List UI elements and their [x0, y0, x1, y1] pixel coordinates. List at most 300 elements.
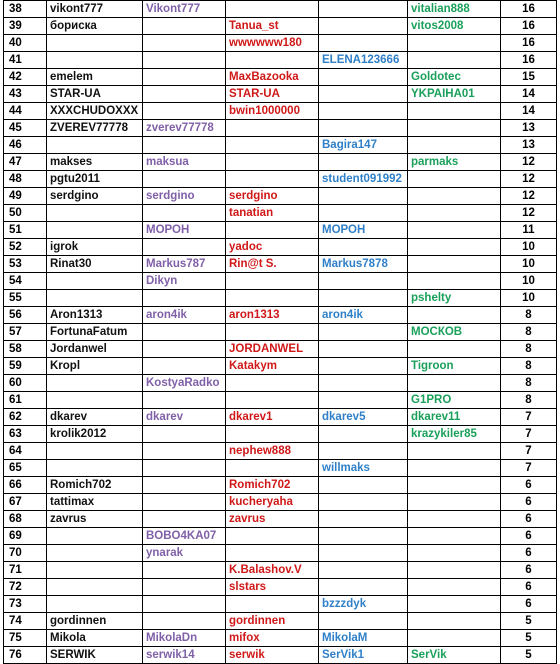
score-cell: 13 [501, 137, 557, 154]
rank-cell: 69 [4, 528, 47, 545]
nick-col2-cell: maksua [143, 154, 226, 171]
rank-cell: 57 [4, 324, 47, 341]
nick-col5-cell [408, 579, 501, 596]
table-row [4, 52, 557, 69]
rank-cell: 63 [4, 426, 47, 443]
nick-col1-cell [47, 545, 143, 562]
nick-col4-cell: MikolaM [319, 630, 408, 647]
table-row [4, 562, 557, 579]
table-row [4, 69, 557, 86]
rank-cell: 56 [4, 307, 47, 324]
nick-col4-cell [319, 69, 408, 86]
nick-col5-cell: vitos2008 [408, 18, 501, 35]
rank-cell: 41 [4, 52, 47, 69]
table-row [4, 239, 557, 256]
table-row [4, 528, 557, 545]
rank-cell: 66 [4, 477, 47, 494]
nick-col4-cell: aron4ik [319, 307, 408, 324]
nick-col4-cell [319, 443, 408, 460]
nick-col2-cell: ynarak [143, 545, 226, 562]
nick-col4-cell: dkarev5 [319, 409, 408, 426]
score-cell: 6 [501, 596, 557, 613]
nick-col4-cell [319, 86, 408, 103]
rank-cell: 49 [4, 188, 47, 205]
nick-col5-cell [408, 307, 501, 324]
nick-col2-cell: zverev77778 [143, 120, 226, 137]
nick-col1-cell: tattimax [47, 494, 143, 511]
table-row [4, 460, 557, 477]
nick-col1-cell: XXXCHUDOXXX [47, 103, 143, 120]
nick-col2-cell [143, 426, 226, 443]
table-row [4, 290, 557, 307]
score-cell: 6 [501, 528, 557, 545]
nick-col2-cell: МОРОН [143, 222, 226, 239]
table-row [4, 494, 557, 511]
score-cell: 5 [501, 613, 557, 630]
nick-col5-cell: МОСКОВ [408, 324, 501, 341]
score-cell: 7 [501, 426, 557, 443]
nick-col5-cell [408, 613, 501, 630]
score-cell: 6 [501, 511, 557, 528]
score-cell: 8 [501, 375, 557, 392]
nick-col1-cell: Mikola [47, 630, 143, 647]
nick-col1-cell: pgtu2011 [47, 171, 143, 188]
nick-col3-cell [226, 375, 319, 392]
rank-cell: 70 [4, 545, 47, 562]
table-row [4, 154, 557, 171]
nick-col5-cell [408, 545, 501, 562]
nick-col4-cell [319, 375, 408, 392]
rank-cell: 48 [4, 171, 47, 188]
table-row [4, 375, 557, 392]
nick-col5-cell [408, 103, 501, 120]
score-cell: 16 [501, 18, 557, 35]
nick-col5-cell [408, 494, 501, 511]
score-cell: 10 [501, 256, 557, 273]
nick-col3-cell: aron1313 [226, 307, 319, 324]
nick-col3-cell: dkarev1 [226, 409, 319, 426]
nick-col4-cell [319, 205, 408, 222]
nick-col5-cell [408, 477, 501, 494]
rank-cell: 65 [4, 460, 47, 477]
nick-col3-cell [226, 392, 319, 409]
nick-col5-cell [408, 341, 501, 358]
nick-col4-cell [319, 511, 408, 528]
score-cell: 8 [501, 341, 557, 358]
table-row [4, 511, 557, 528]
table-row [4, 273, 557, 290]
rank-cell: 51 [4, 222, 47, 239]
nick-col5-cell [408, 511, 501, 528]
table-row [4, 579, 557, 596]
nick-col1-cell [47, 35, 143, 52]
nick-col5-cell: dkarev11 [408, 409, 501, 426]
nick-col4-cell: ELENA123666 [319, 52, 408, 69]
nick-col5-cell [408, 460, 501, 477]
nick-col1-cell [47, 52, 143, 69]
nick-col4-cell: МОРОН [319, 222, 408, 239]
nick-col5-cell: Tigroon [408, 358, 501, 375]
nick-col4-cell [319, 545, 408, 562]
score-cell: 6 [501, 579, 557, 596]
nick-col1-cell: igrok [47, 239, 143, 256]
score-cell: 10 [501, 273, 557, 290]
score-cell: 8 [501, 324, 557, 341]
nick-col2-cell [143, 341, 226, 358]
nick-col3-cell [226, 120, 319, 137]
score-cell: 16 [501, 1, 557, 18]
nick-col3-cell: yadoc [226, 239, 319, 256]
score-cell: 14 [501, 86, 557, 103]
nick-col5-cell: krazykiler85 [408, 426, 501, 443]
nick-col3-cell: zavrus [226, 511, 319, 528]
nick-col2-cell [143, 511, 226, 528]
nick-col4-cell [319, 1, 408, 18]
nick-col4-cell: Bagira147 [319, 137, 408, 154]
nick-col1-cell: Kropl [47, 358, 143, 375]
nick-col2-cell [143, 562, 226, 579]
nick-col5-cell [408, 52, 501, 69]
rank-cell: 76 [4, 647, 47, 664]
nick-col4-cell [319, 528, 408, 545]
nick-col1-cell: бориска [47, 18, 143, 35]
nick-col3-cell [226, 137, 319, 154]
nick-col3-cell [226, 273, 319, 290]
table-row [4, 545, 557, 562]
nick-col4-cell [319, 324, 408, 341]
nick-col1-cell: vikont777 [47, 1, 143, 18]
nick-col5-cell: SerVik [408, 647, 501, 664]
table-row [4, 120, 557, 137]
nick-col5-cell [408, 375, 501, 392]
score-cell: 7 [501, 443, 557, 460]
nick-col3-cell [226, 324, 319, 341]
nick-col5-cell [408, 630, 501, 647]
table-row [4, 205, 557, 222]
nick-col4-cell: Markus7878 [319, 256, 408, 273]
nick-col5-cell [408, 205, 501, 222]
nick-col3-cell: Romich702 [226, 477, 319, 494]
nick-col5-cell [408, 562, 501, 579]
nick-col5-cell: vitalian888 [408, 1, 501, 18]
table-row [4, 358, 557, 375]
nick-col4-cell [319, 562, 408, 579]
nick-col4-cell [319, 273, 408, 290]
nick-col4-cell [319, 392, 408, 409]
nick-col2-cell: KostyaRadko [143, 375, 226, 392]
nick-col2-cell [143, 35, 226, 52]
rank-cell: 39 [4, 18, 47, 35]
score-cell: 7 [501, 460, 557, 477]
nick-col3-cell [226, 426, 319, 443]
table-row [4, 613, 557, 630]
nick-col5-cell [408, 528, 501, 545]
score-cell: 11 [501, 222, 557, 239]
nick-col1-cell: Rinat30 [47, 256, 143, 273]
nick-col3-cell [226, 528, 319, 545]
score-cell: 5 [501, 647, 557, 664]
nick-col3-cell [226, 545, 319, 562]
nick-col2-cell [143, 443, 226, 460]
nick-col2-cell [143, 103, 226, 120]
nick-col1-cell: Romich702 [47, 477, 143, 494]
score-cell: 15 [501, 69, 557, 86]
nick-col1-cell: SERWIK [47, 647, 143, 664]
nick-col2-cell: serwik14 [143, 647, 226, 664]
rank-cell: 55 [4, 290, 47, 307]
rank-cell: 75 [4, 630, 47, 647]
rank-cell: 46 [4, 137, 47, 154]
rank-cell: 45 [4, 120, 47, 137]
nick-col3-cell: Katakym [226, 358, 319, 375]
nick-col5-cell: pshelty [408, 290, 501, 307]
nick-col1-cell [47, 392, 143, 409]
nick-col4-cell: bzzzdyk [319, 596, 408, 613]
rank-cell: 71 [4, 562, 47, 579]
nick-col5-cell: Goldotec [408, 69, 501, 86]
nick-col4-cell: willmaks [319, 460, 408, 477]
nick-col3-cell: Rin@t S. [226, 256, 319, 273]
rank-cell: 73 [4, 596, 47, 613]
nick-col4-cell [319, 290, 408, 307]
nick-col3-cell: gordinnen [226, 613, 319, 630]
score-cell: 7 [501, 409, 557, 426]
table-row [4, 222, 557, 239]
rank-cell: 40 [4, 35, 47, 52]
nick-col4-cell [319, 579, 408, 596]
nick-col5-cell [408, 239, 501, 256]
nick-col4-cell [319, 35, 408, 52]
nick-col4-cell [319, 154, 408, 171]
nick-col5-cell [408, 120, 501, 137]
nick-col1-cell: ZVEREV77778 [47, 120, 143, 137]
score-cell: 10 [501, 239, 557, 256]
nick-col1-cell: serdgino [47, 188, 143, 205]
nick-col3-cell: bwin1000000 [226, 103, 319, 120]
nick-col3-cell: serdgino [226, 188, 319, 205]
nick-col2-cell [143, 86, 226, 103]
nick-col1-cell [47, 375, 143, 392]
score-cell: 8 [501, 358, 557, 375]
nick-col2-cell [143, 137, 226, 154]
rank-cell: 61 [4, 392, 47, 409]
nick-col3-cell [226, 1, 319, 18]
nick-col4-cell [319, 120, 408, 137]
rank-cell: 54 [4, 273, 47, 290]
nick-col3-cell: serwik [226, 647, 319, 664]
nick-col2-cell: dkarev [143, 409, 226, 426]
nick-col1-cell [47, 596, 143, 613]
nick-col5-cell: G1PRO [408, 392, 501, 409]
rank-cell: 59 [4, 358, 47, 375]
table-row [4, 409, 557, 426]
nick-col5-cell [408, 273, 501, 290]
nick-col5-cell [408, 188, 501, 205]
nick-col2-cell: Vikont777 [143, 1, 226, 18]
score-cell: 10 [501, 290, 557, 307]
score-cell: 8 [501, 392, 557, 409]
nick-col1-cell: gordinnen [47, 613, 143, 630]
nick-col2-cell [143, 171, 226, 188]
nick-col3-cell: Tanua_st [226, 18, 319, 35]
nick-col3-cell: kucheryaha [226, 494, 319, 511]
table-row [4, 324, 557, 341]
rank-cell: 44 [4, 103, 47, 120]
nick-col5-cell [408, 596, 501, 613]
nick-col2-cell: serdgino [143, 188, 226, 205]
rank-cell: 74 [4, 613, 47, 630]
score-cell: 6 [501, 562, 557, 579]
score-cell: 14 [501, 103, 557, 120]
rank-cell: 53 [4, 256, 47, 273]
nick-col3-cell: nephew888 [226, 443, 319, 460]
nick-col2-cell: Markus787 [143, 256, 226, 273]
nick-col1-cell: STAR-UA [47, 86, 143, 103]
rank-cell: 62 [4, 409, 47, 426]
ranking-table [3, 0, 557, 664]
nick-col2-cell [143, 18, 226, 35]
nick-col2-cell [143, 239, 226, 256]
nick-col3-cell [226, 171, 319, 188]
nick-col3-cell [226, 154, 319, 171]
table-row [4, 188, 557, 205]
score-cell: 16 [501, 52, 557, 69]
nick-col4-cell [319, 103, 408, 120]
nick-col1-cell: zavrus [47, 511, 143, 528]
nick-col3-cell: K.Balashov.V [226, 562, 319, 579]
nick-col3-cell: mifox [226, 630, 319, 647]
nick-col2-cell [143, 392, 226, 409]
nick-col4-cell [319, 494, 408, 511]
nick-col1-cell [47, 562, 143, 579]
rank-cell: 43 [4, 86, 47, 103]
table-row [4, 18, 557, 35]
nick-col4-cell: SerVik1 [319, 647, 408, 664]
score-cell: 6 [501, 545, 557, 562]
score-cell: 6 [501, 494, 557, 511]
nick-col4-cell [319, 188, 408, 205]
nick-col1-cell: emelem [47, 69, 143, 86]
score-cell: 12 [501, 188, 557, 205]
nick-col2-cell [143, 205, 226, 222]
nick-col1-cell: makses [47, 154, 143, 171]
table-row [4, 137, 557, 154]
rank-cell: 42 [4, 69, 47, 86]
table-row [4, 392, 557, 409]
nick-col1-cell: krolik2012 [47, 426, 143, 443]
table-row [4, 630, 557, 647]
nick-col2-cell: aron4ik [143, 307, 226, 324]
rank-cell: 64 [4, 443, 47, 460]
nick-col4-cell [319, 341, 408, 358]
table-row [4, 426, 557, 443]
nick-col2-cell [143, 579, 226, 596]
nick-col2-cell [143, 290, 226, 307]
nick-col1-cell [47, 273, 143, 290]
nick-col1-cell [47, 205, 143, 222]
nick-col1-cell [47, 222, 143, 239]
nick-col1-cell [47, 137, 143, 154]
table-row [4, 103, 557, 120]
rank-cell: 38 [4, 1, 47, 18]
nick-col3-cell [226, 460, 319, 477]
nick-col2-cell: BOBO4KA07 [143, 528, 226, 545]
table-row [4, 341, 557, 358]
nick-col1-cell [47, 528, 143, 545]
table-row [4, 256, 557, 273]
nick-col4-cell [319, 426, 408, 443]
nick-col1-cell: Jordanwel [47, 341, 143, 358]
table-row [4, 596, 557, 613]
nick-col2-cell [143, 52, 226, 69]
ranking-table-body [4, 1, 557, 664]
nick-col2-cell [143, 358, 226, 375]
nick-col5-cell: YKPAIHA01 [408, 86, 501, 103]
nick-col5-cell [408, 222, 501, 239]
nick-col2-cell [143, 494, 226, 511]
rank-cell: 67 [4, 494, 47, 511]
score-cell: 8 [501, 307, 557, 324]
nick-col4-cell [319, 358, 408, 375]
nick-col1-cell: Aron1313 [47, 307, 143, 324]
nick-col4-cell [319, 613, 408, 630]
rank-cell: 60 [4, 375, 47, 392]
table-row [4, 171, 557, 188]
rank-cell: 58 [4, 341, 47, 358]
nick-col3-cell: STAR-UA [226, 86, 319, 103]
nick-col3-cell: JORDANWEL [226, 341, 319, 358]
rank-cell: 68 [4, 511, 47, 528]
table-row [4, 647, 557, 664]
score-cell: 12 [501, 205, 557, 222]
rank-cell: 52 [4, 239, 47, 256]
nick-col1-cell: FortunaFatum [47, 324, 143, 341]
nick-col5-cell [408, 171, 501, 188]
nick-col3-cell [226, 596, 319, 613]
nick-col1-cell [47, 579, 143, 596]
score-cell: 12 [501, 154, 557, 171]
nick-col2-cell: MikolaDn [143, 630, 226, 647]
nick-col3-cell: MaxBazooka [226, 69, 319, 86]
rank-cell: 50 [4, 205, 47, 222]
nick-col1-cell [47, 443, 143, 460]
ranking-table-container [3, 0, 557, 664]
nick-col2-cell [143, 477, 226, 494]
nick-col2-cell [143, 596, 226, 613]
nick-col3-cell [226, 222, 319, 239]
score-cell: 12 [501, 171, 557, 188]
nick-col4-cell [319, 477, 408, 494]
table-row [4, 307, 557, 324]
rank-cell: 47 [4, 154, 47, 171]
nick-col3-cell: slstars [226, 579, 319, 596]
nick-col4-cell [319, 18, 408, 35]
nick-col3-cell: wwwwww180 [226, 35, 319, 52]
nick-col2-cell [143, 324, 226, 341]
table-row [4, 35, 557, 52]
nick-col2-cell [143, 460, 226, 477]
nick-col4-cell [319, 239, 408, 256]
table-row [4, 1, 557, 18]
score-cell: 13 [501, 120, 557, 137]
nick-col1-cell [47, 460, 143, 477]
score-cell: 16 [501, 35, 557, 52]
table-row [4, 86, 557, 103]
nick-col4-cell: student091992 [319, 171, 408, 188]
nick-col3-cell: tanatian [226, 205, 319, 222]
table-row [4, 443, 557, 460]
nick-col2-cell [143, 613, 226, 630]
